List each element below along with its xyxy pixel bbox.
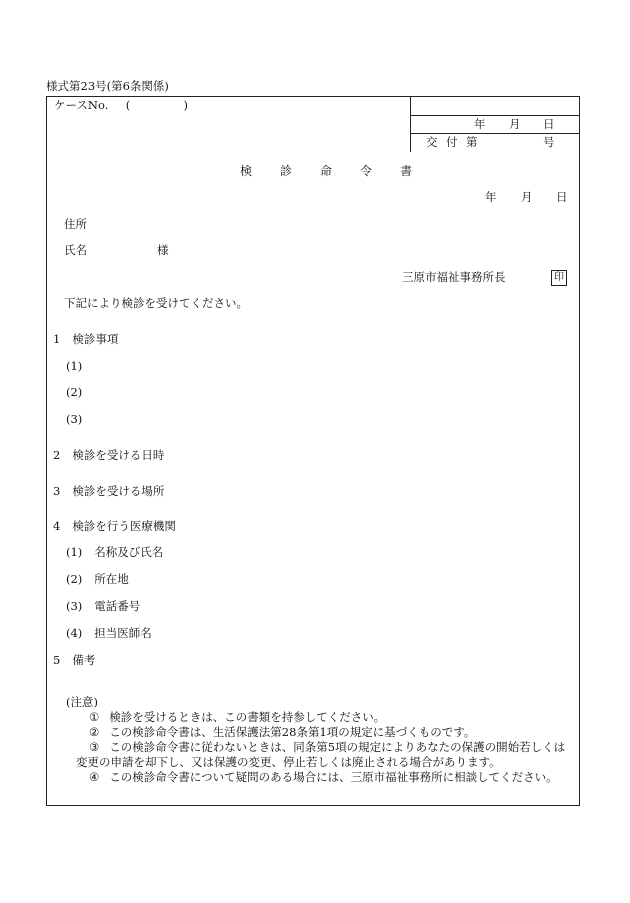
issue-dai: 第 xyxy=(466,135,478,149)
item-number: (1) xyxy=(66,545,83,559)
document-title xyxy=(240,165,412,178)
item-text: 電話番号 xyxy=(94,599,141,613)
issue-box-divider-1 xyxy=(410,115,580,116)
issue-fu: 付 xyxy=(446,135,458,149)
title-char: 検 xyxy=(240,164,253,178)
section-number: 5 xyxy=(53,653,61,667)
note-text: この検診命令書に従わないときは、同条第5項の規定によりあなたの保護の開始若しくは xyxy=(109,740,566,754)
section-title: 検診を行う医療機関 xyxy=(72,519,176,533)
note-1 xyxy=(89,712,385,724)
note-3 xyxy=(89,742,565,754)
date-day: 日 xyxy=(556,190,568,204)
issue-box-divider-2 xyxy=(410,133,580,134)
notes-heading: (注意) xyxy=(66,695,98,709)
honorific: 様 xyxy=(157,243,169,257)
section-5-heading xyxy=(53,655,95,667)
section-4-item-2 xyxy=(66,574,129,586)
note-mark: ③ xyxy=(89,740,100,754)
section-4-item-4 xyxy=(66,628,152,640)
title-char: 診 xyxy=(280,164,293,178)
section-1-item-1: (1) xyxy=(66,359,83,373)
issue-date-day: 日 xyxy=(543,117,555,131)
case-no xyxy=(54,100,188,112)
section-title: 備考 xyxy=(72,653,96,667)
section-2-heading xyxy=(53,450,164,462)
note-4 xyxy=(89,772,558,784)
section-4-heading xyxy=(53,521,176,533)
note-mark: ① xyxy=(89,710,100,724)
item-number: (4) xyxy=(66,626,83,640)
item-text: 所在地 xyxy=(94,572,129,586)
section-title: 検診事項 xyxy=(72,332,119,346)
section-1-item-2: (2) xyxy=(66,385,83,399)
section-1-item-3: (3) xyxy=(66,412,83,426)
title-char: 書 xyxy=(400,164,413,178)
section-number: 2 xyxy=(53,448,61,462)
case-no-paren-open: ( xyxy=(125,98,131,112)
note-3-continuation: 変更の申請を却下し、又は保護の変更、停止若しくは廃止される場合があります。 xyxy=(76,755,501,769)
date-year: 年 xyxy=(485,190,497,204)
note-mark: ④ xyxy=(89,770,100,784)
note-2 xyxy=(89,727,475,739)
item-number: (3) xyxy=(66,599,83,613)
date-month: 月 xyxy=(521,190,533,204)
title-char: 命 xyxy=(320,164,333,178)
form-label: 様式第23号(第6条関係) xyxy=(46,79,169,93)
issue-date-month: 月 xyxy=(509,117,521,131)
section-number: 1 xyxy=(53,332,61,346)
section-3-heading xyxy=(53,486,164,498)
item-text: 名称及び氏名 xyxy=(94,545,164,559)
address-label: 住所 xyxy=(64,217,87,231)
section-title: 検診を受ける場所 xyxy=(72,484,165,498)
issuer: 三原市福祉事務所長 xyxy=(402,270,506,284)
issue-go: 号 xyxy=(543,135,555,149)
note-text: この検診命令書は、生活保護法第28条第1項の規定に基づくものです。 xyxy=(109,725,476,739)
section-title: 検診を受ける日時 xyxy=(72,448,165,462)
name-label: 氏名 xyxy=(64,243,87,257)
note-mark: ② xyxy=(89,725,100,739)
intro-text: 下記により検診を受けてください。 xyxy=(64,296,248,310)
item-text: 担当医師名 xyxy=(94,626,152,640)
section-4-item-1 xyxy=(66,547,163,559)
note-text: この検診命令書について疑問のある場合には、三原市福祉事務所に相談してください。 xyxy=(109,770,558,784)
case-no-paren-close: ) xyxy=(183,98,188,112)
issue-ko: 交 xyxy=(426,135,438,149)
title-char: 令 xyxy=(360,164,373,178)
section-1-heading xyxy=(53,334,118,346)
section-4-item-3 xyxy=(66,601,140,613)
item-number: (2) xyxy=(66,572,83,586)
issue-date-year: 年 xyxy=(474,117,486,131)
section-number: 4 xyxy=(53,519,61,533)
section-number: 3 xyxy=(53,484,61,498)
note-text: 検診を受けるときは、この書類を持参してください。 xyxy=(109,710,386,724)
seal-stamp: 印 xyxy=(551,270,567,286)
case-no-label: ケースNo. xyxy=(54,98,109,112)
